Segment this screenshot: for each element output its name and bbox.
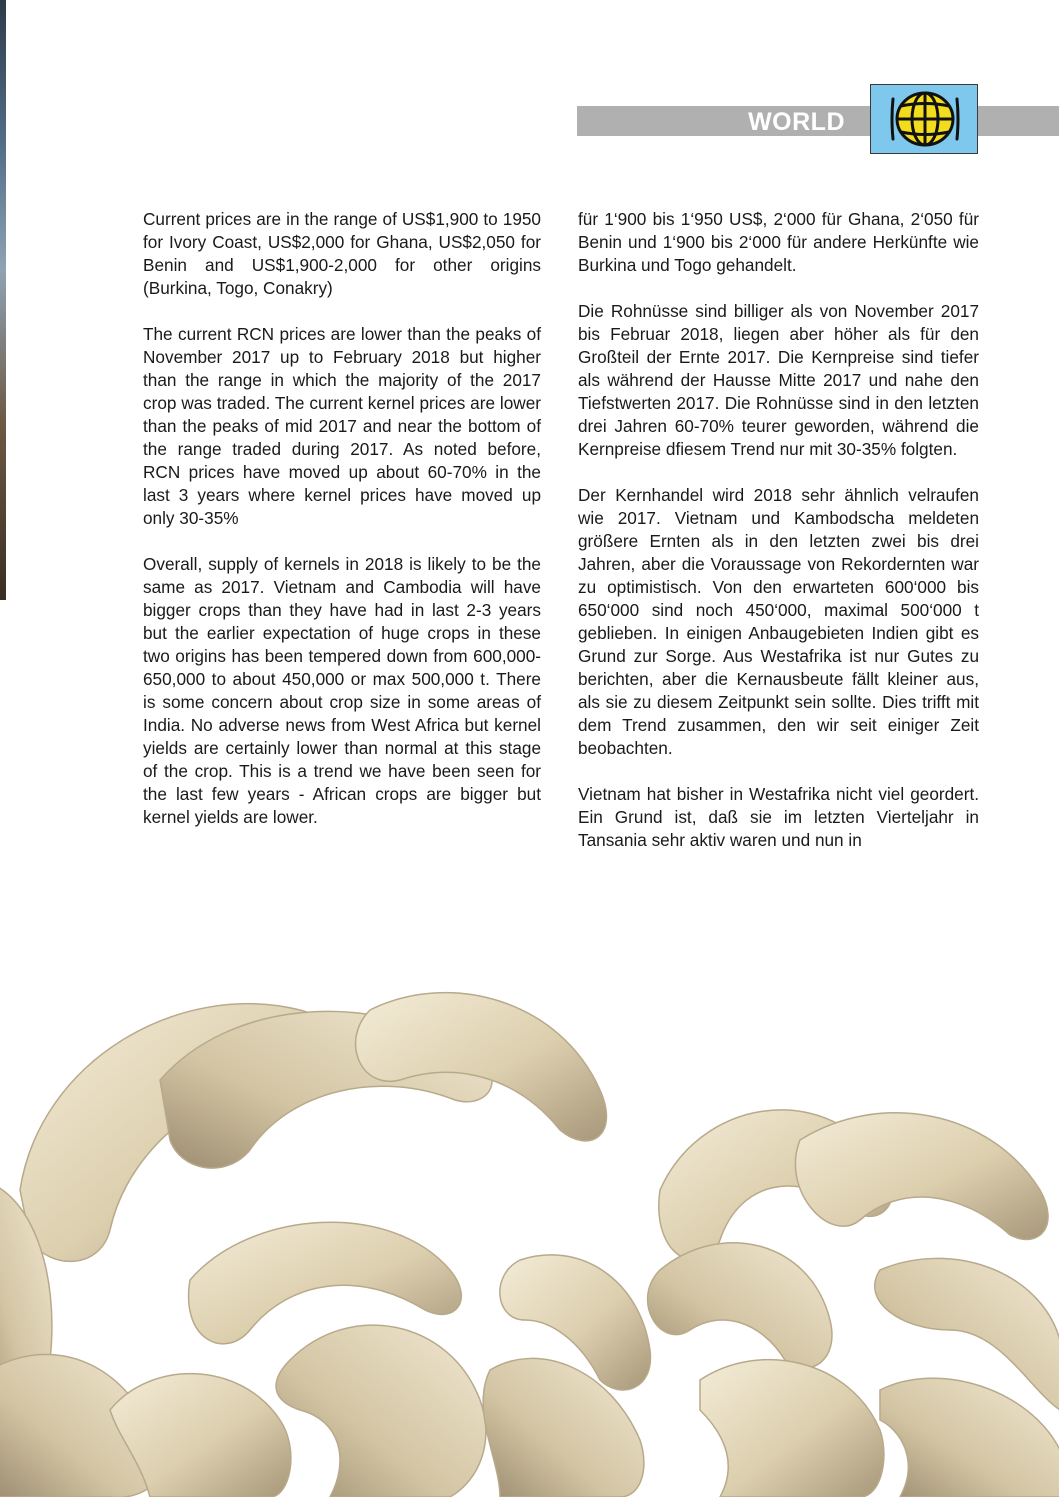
german-paragraph-2: Die Rohnüsse sind billiger als von November 2017 bis Februar 2018, liegen aber höher als für den Großteil der Ernte 2017. Die Kernpreise sind tiefer als während der Hausse Mitte 2017 und nahe den Tiefstwerten 2017. Die Rohnüsse sind in den letzten drei Jahren 60-70% teurer geworden, während die Kernpreise dfiesem Trend nur mit 30-35% folgten. xyxy=(578,301,979,459)
cashew-kernels-photo xyxy=(0,940,1059,1497)
english-paragraph-2: The current RCN prices are lower than the peaks of November 2017 up to February 2018 but higher than the range in which the majority of the 2017 crop was traded. The current kernel prices are lower than the peaks of mid 2017 and near the bottom of the range traded during 2017. As noted before, RCN prices have moved up about 60-70% in the last 3 years where kernel prices have moved up only 30-35% xyxy=(143,324,541,528)
german-column xyxy=(578,208,979,875)
globe-icon xyxy=(870,84,978,154)
german-paragraph-3: Der Kernhandel wird 2018 sehr ähnlich velraufen wie 2017. Vietnam und Kambodscha meldeten größere Ernten als in den letzten zwei bis drei Jahren, aber die Voraussage von Rekordernten war zu optimistisch. Von den erwarteten 600‘000 bis 650‘000 sind noch 450‘000, maximal 500‘000 t geblieben. In einigen Anbaugebieten Indien gibt es Grund zur Sorge. Aus Westafrika ist nur Gutes zu berichten, aber die Kernausbeute fällt kleiner aus, als sie zu diesem Zeitpunkt sein sollte. Dies trifft mit dem Trend zusammen, den wir seit einiger Zeit beobachten. xyxy=(578,485,979,758)
english-paragraph-3: Overall, supply of kernels in 2018 is likely to be the same as 2017. Vietnam and Cambodia will have bigger crops than they have had in last 2-3 years but the earlier expectation of huge crops in these two origins has been tempered down from 600,000-650,000 to about 450,000 or max 500,000 t. There is some concern about crop size in some areas of India. No adverse news from West Africa but kernel yields are certainly lower than normal at this stage of the crop. This is a trend we have been seen for the last few years - African crops are bigger but kernel yields are lower. xyxy=(143,554,541,827)
german-paragraph-4: Vietnam hat bisher in Westafrika nicht viel geordert. Ein Grund ist, daß sie im letzten Vierteljahr in Tansania sehr aktiv waren und nun in xyxy=(578,784,979,850)
english-paragraph-1: Current prices are in the range of US$1,900 to 1950 for Ivory Coast, US$2,000 for Ghana, US$2,050 for Benin and US$1,900-2,000 for other origins (Burkina, Togo, Conakry) xyxy=(143,209,541,298)
left-edge-photo-strip xyxy=(0,0,6,600)
german-paragraph-1: für 1‘900 bis 1‘950 US$, 2‘000 für Ghana, 2‘050 für Benin und 1‘900 bis 2‘000 für andere Herkünfte wie Burkina und Togo gehandelt. xyxy=(578,209,979,275)
english-column xyxy=(143,208,541,852)
section-title: WORLD xyxy=(748,108,845,136)
